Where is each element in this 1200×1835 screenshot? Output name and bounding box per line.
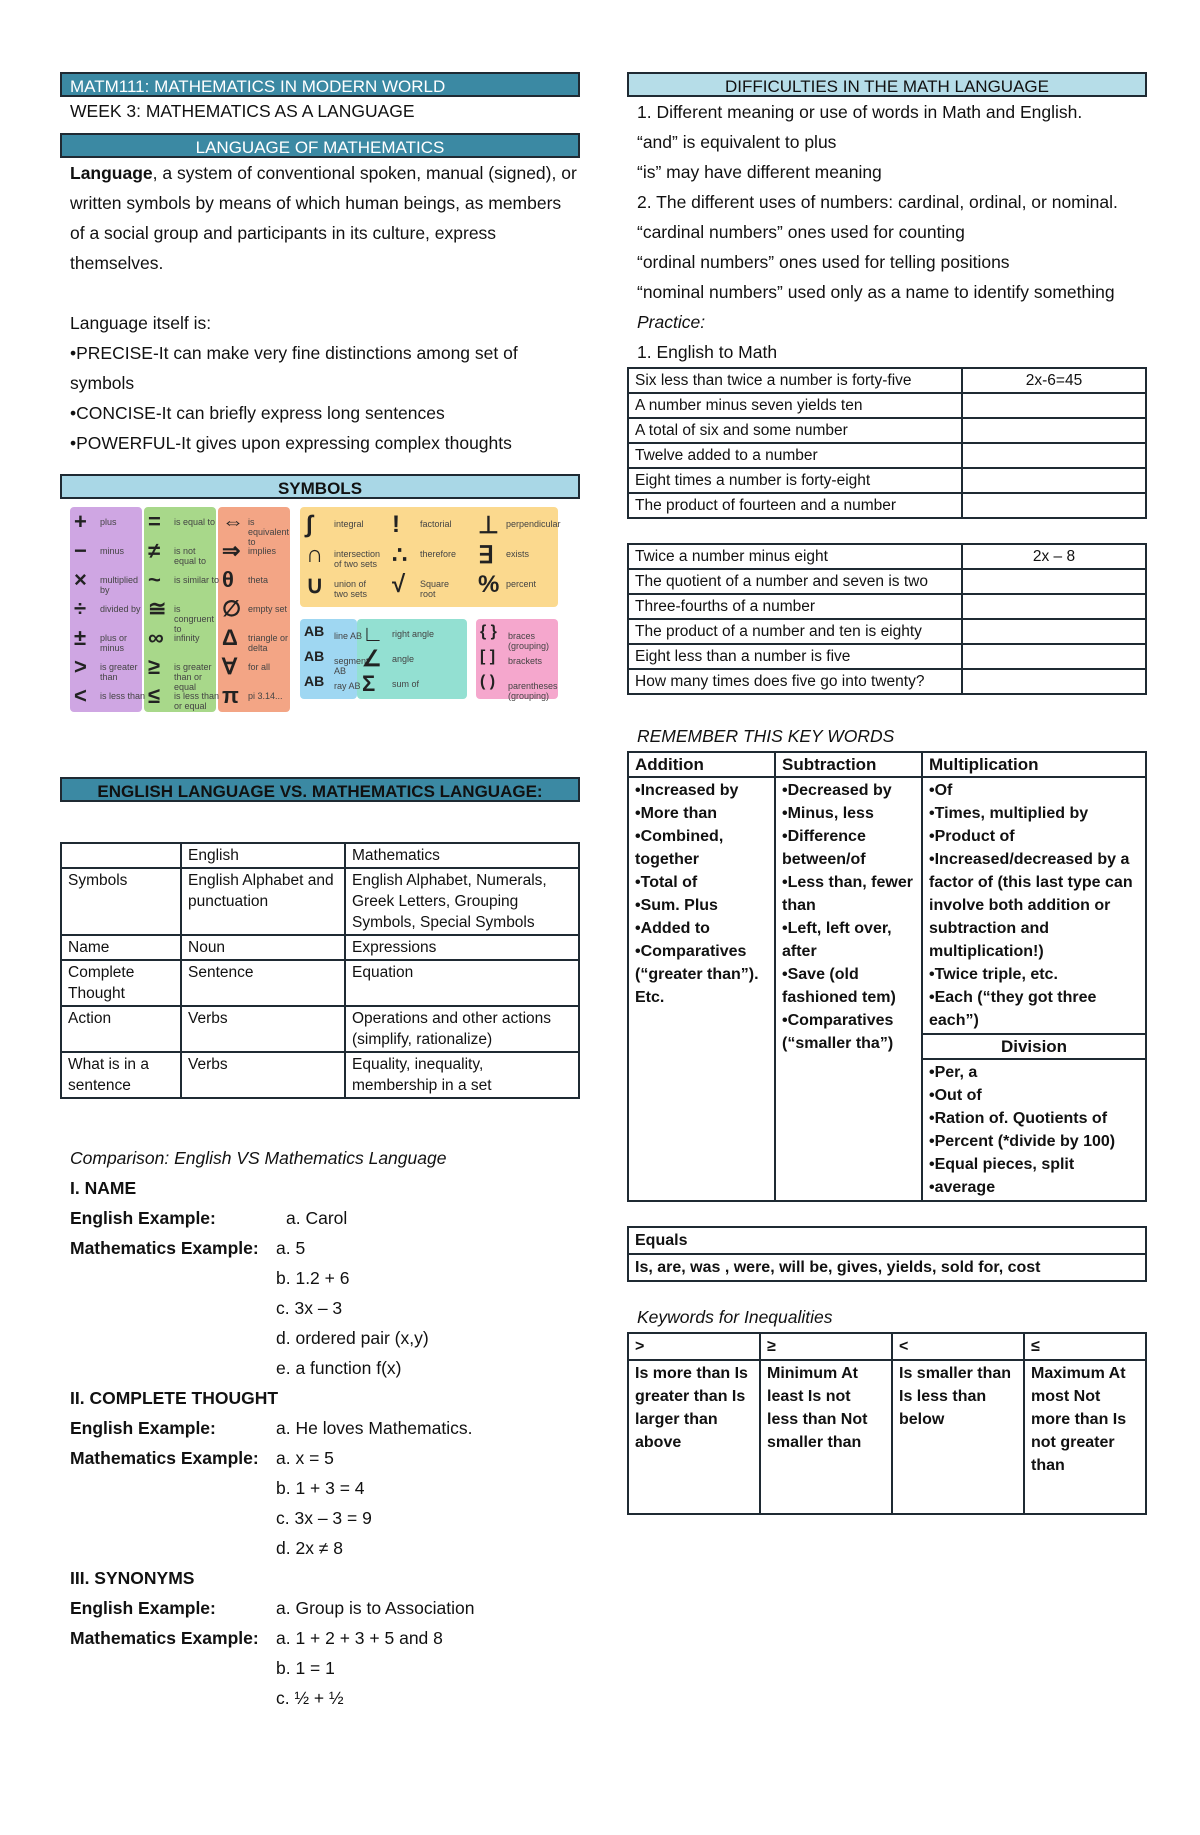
table-header-cell: English bbox=[181, 843, 345, 868]
ineq-header: > bbox=[628, 1333, 760, 1360]
table-row bbox=[628, 569, 1146, 594]
symbol-glyph: ∪ bbox=[306, 572, 324, 599]
keyword-item: •Per, a bbox=[929, 1064, 978, 1081]
thought-english-label: English Example: bbox=[70, 1418, 216, 1438]
language-itself: Language itself is: bbox=[70, 313, 212, 333]
language-term: Language bbox=[70, 163, 153, 183]
symbol-glyph: ! bbox=[392, 511, 400, 538]
symbol-glyph: AB bbox=[304, 623, 325, 639]
symbol-glyph: { } bbox=[480, 623, 497, 640]
subtraction-header: Subtraction bbox=[775, 752, 922, 777]
bullet-precise: •PRECISE-It can make very fine distinctions among set of symbols bbox=[70, 343, 518, 393]
thought-math-value: c. 3x – 3 = 9 bbox=[276, 1508, 372, 1528]
keyword-item: •Percent (*divide by 100) bbox=[929, 1133, 1116, 1150]
symbol-label: is equal to bbox=[174, 517, 216, 527]
table-cell: The product of a number and ten is eighty bbox=[628, 619, 962, 644]
keyword-item: •Each (“they got three each”) bbox=[929, 989, 1097, 1029]
symbol-label: brackets bbox=[508, 656, 543, 666]
table-cell: English Alphabet and punctuation bbox=[181, 868, 345, 935]
diff-line: “is” may have different meaning bbox=[637, 162, 882, 182]
table-cell bbox=[962, 569, 1146, 594]
symbol-glyph: ≠ bbox=[148, 538, 161, 563]
equals-value: Is, are, was , were, will be, gives, yields, sold for, cost bbox=[628, 1254, 1146, 1281]
table-cell: English Alphabet, Numerals, Greek Letters, Grouping Symbols, Special Symbols bbox=[345, 868, 579, 935]
name-math-value: b. 1.2 + 6 bbox=[276, 1268, 350, 1288]
table-cell: Eight less than a number is five bbox=[628, 644, 962, 669]
table-row bbox=[628, 468, 1146, 493]
ineq-cell: Maximum At most Not more than Is not greater than bbox=[1024, 1360, 1146, 1514]
diff-line: 1. Different meaning or use of words in Math and English. bbox=[637, 102, 1083, 122]
ineq-header: < bbox=[892, 1333, 1024, 1360]
table-cell: Equality, inequality, membership in a set bbox=[345, 1052, 579, 1098]
diff-line: 2. The different uses of numbers: cardinal, ordinal, or nominal. bbox=[637, 192, 1118, 212]
symbol-label: line AB bbox=[334, 631, 363, 641]
table-row bbox=[61, 1006, 579, 1052]
table-cell bbox=[962, 468, 1146, 493]
table-cell: Name bbox=[61, 935, 181, 960]
table-cell: Expressions bbox=[345, 935, 579, 960]
syn-math-value: b. 1 = 1 bbox=[276, 1658, 335, 1678]
keyword-item: •Ration of. Quotients of bbox=[929, 1110, 1108, 1127]
table-row bbox=[628, 594, 1146, 619]
table-cell: Eight times a number is forty-eight bbox=[628, 468, 962, 493]
table-cell: Noun bbox=[181, 935, 345, 960]
symbol-label: is less than bbox=[100, 691, 146, 701]
symbol-label: is greater than or equal bbox=[174, 662, 212, 692]
table-row bbox=[628, 443, 1146, 468]
table-cell bbox=[962, 443, 1146, 468]
symbol-glyph: ÷ bbox=[74, 596, 87, 621]
equals-header: Equals bbox=[628, 1227, 1146, 1254]
language-of-math-header: LANGUAGE OF MATHEMATICS bbox=[60, 133, 580, 158]
division-header: Division bbox=[922, 1034, 1146, 1059]
name-math-value: e. a function f(x) bbox=[276, 1358, 402, 1378]
name-math-label: Mathematics Example: bbox=[70, 1238, 259, 1258]
comparison-title: Comparison: English VS Mathematics Language bbox=[70, 1148, 447, 1168]
table-row bbox=[628, 1227, 1146, 1254]
comparison-table-header bbox=[61, 843, 579, 868]
symbol-glyph: × bbox=[74, 567, 87, 592]
symbol-label: plus or minus bbox=[100, 633, 128, 653]
symbol-glyph: ∞ bbox=[148, 625, 164, 650]
symbol-label: intersection of two sets bbox=[334, 549, 381, 569]
name-math-value: d. ordered pair (x,y) bbox=[276, 1328, 429, 1348]
symbol-glyph: ∟ bbox=[362, 621, 384, 646]
ineq-cell: Is more than Is greater than Is larger than above bbox=[628, 1360, 760, 1514]
symbol-label: percent bbox=[506, 579, 537, 589]
keyword-item: •Of bbox=[929, 782, 953, 799]
keyword-item: •Twice triple, etc. bbox=[929, 966, 1058, 983]
table-cell bbox=[962, 493, 1146, 518]
symbol-glyph: Σ bbox=[362, 671, 376, 696]
symbol-glyph: [ ] bbox=[480, 648, 496, 665]
thought-english-value: a. He loves Mathematics. bbox=[276, 1418, 473, 1438]
table-cell: Six less than twice a number is forty-five bbox=[628, 368, 962, 393]
symbol-glyph: > bbox=[74, 654, 87, 679]
symbol-label: is congruent to bbox=[174, 604, 215, 634]
symbol-label: empty set bbox=[248, 604, 288, 614]
symbol-glyph: ⇔ bbox=[222, 509, 244, 534]
keyword-item: •Sum. Plus bbox=[635, 897, 718, 914]
table-row bbox=[628, 418, 1146, 443]
table-cell: 2x-6=45 bbox=[962, 368, 1146, 393]
keyword-item: •Minus, less bbox=[782, 805, 874, 822]
name-english-label: English Example: bbox=[70, 1208, 216, 1228]
symbol-label: infinity bbox=[174, 633, 200, 643]
symbol-label: for all bbox=[248, 662, 271, 672]
practice-table-2 bbox=[627, 543, 1147, 695]
table-row bbox=[61, 960, 579, 1006]
keyword-item: •Save (old fashioned tem) bbox=[782, 966, 896, 1006]
keyword-item: •Difference between/of bbox=[782, 828, 866, 868]
symbol-label: union of two sets bbox=[334, 579, 368, 599]
keyword-item: •Increased by bbox=[635, 782, 739, 799]
table-cell: Three-fourths of a number bbox=[628, 594, 962, 619]
keyword-item: •Out of bbox=[929, 1087, 982, 1104]
table-row bbox=[628, 544, 1146, 569]
table-cell: The product of fourteen and a number bbox=[628, 493, 962, 518]
syn-math-label: Mathematics Example: bbox=[70, 1628, 259, 1648]
diff-line: “cardinal numbers” ones used for counting bbox=[637, 222, 965, 242]
symbol-glyph: ∴ bbox=[392, 542, 408, 569]
multiplication-header: Multiplication bbox=[922, 752, 1146, 777]
name-math-value: c. 3x – 3 bbox=[276, 1298, 343, 1318]
symbol-label: integral bbox=[334, 519, 364, 529]
symbol-label: pi 3.14... bbox=[248, 691, 283, 701]
course-title-bar: MATM111: MATHEMATICS IN MODERN WORLD bbox=[60, 72, 580, 97]
ineq-header: ≥ bbox=[760, 1333, 892, 1360]
table-row bbox=[61, 935, 579, 960]
symbol-label: parentheses (grouping) bbox=[508, 681, 558, 701]
symbol-glyph: ∅ bbox=[222, 596, 242, 621]
symbol-glyph: ∠ bbox=[362, 646, 382, 671]
keyword-item: •Comparatives (“greater than”). Etc. bbox=[635, 943, 759, 1006]
symbol-glyph: + bbox=[74, 509, 87, 534]
ineq-cell: Minimum At least Is not less than Not smaller than bbox=[760, 1360, 892, 1514]
symbol-label: angle bbox=[392, 654, 415, 664]
ineq-cell: Is smaller than Is less than below bbox=[892, 1360, 1024, 1514]
table-cell bbox=[962, 669, 1146, 694]
table-cell: How many times does five go into twenty? bbox=[628, 669, 962, 694]
symbol-label: segment AB bbox=[334, 656, 369, 676]
symbol-label: is equivalent to bbox=[248, 517, 290, 547]
symbol-glyph: = bbox=[148, 509, 161, 534]
table-cell bbox=[962, 594, 1146, 619]
symbol-label: perpendicular bbox=[506, 519, 561, 529]
table-row bbox=[628, 493, 1146, 518]
table-cell bbox=[962, 619, 1146, 644]
keywords-table bbox=[627, 751, 1147, 1202]
name-math-value: a. 5 bbox=[276, 1238, 306, 1258]
keyword-item: •Product of bbox=[929, 828, 1015, 845]
symbol-glyph: ≤ bbox=[148, 683, 161, 708]
table-cell: Action bbox=[61, 1006, 181, 1052]
table-cell bbox=[962, 644, 1146, 669]
symbol-label: Square root bbox=[420, 579, 450, 599]
inequalities-title: Keywords for Inequalities bbox=[637, 1307, 833, 1327]
symbol-glyph: ∫ bbox=[306, 511, 313, 538]
bullet-powerful: •POWERFUL-It gives upon expressing complex thoughts bbox=[70, 433, 512, 453]
symbol-label: implies bbox=[248, 546, 277, 556]
symbol-label: right angle bbox=[392, 629, 435, 639]
table-row bbox=[61, 868, 579, 935]
table-cell: A number minus seven yields ten bbox=[628, 393, 962, 418]
table-cell: Twice a number minus eight bbox=[628, 544, 962, 569]
keyword-item: •More than bbox=[635, 805, 718, 822]
symbol-glyph: ( ) bbox=[480, 673, 496, 690]
table-cell: What is in a sentence bbox=[61, 1052, 181, 1098]
keyword-item: •Total of bbox=[635, 874, 698, 891]
table-cell: Sentence bbox=[181, 960, 345, 1006]
keyword-item: •Times, multiplied by bbox=[929, 805, 1089, 822]
bullet-concise: •CONCISE-It can briefly express long sentences bbox=[70, 403, 445, 423]
syn-english-value: a. Group is to Association bbox=[276, 1598, 475, 1618]
thought-math-value: a. x = 5 bbox=[276, 1448, 334, 1468]
keyword-item: •Equal pieces, split bbox=[929, 1156, 1075, 1173]
symbol-label: is similar to bbox=[174, 575, 220, 585]
remember-title: REMEMBER THIS KEY WORDS bbox=[637, 726, 895, 746]
table-row bbox=[61, 1052, 579, 1098]
name-heading: I. NAME bbox=[70, 1178, 137, 1198]
symbol-label: factorial bbox=[420, 519, 452, 529]
equals-table bbox=[627, 1226, 1147, 1282]
thought-math-value: d. 2x ≠ 8 bbox=[276, 1538, 344, 1558]
symbol-glyph: ≅ bbox=[148, 596, 167, 621]
table-cell bbox=[962, 418, 1146, 443]
keywords-row bbox=[628, 777, 1146, 1034]
table-cell: Symbols bbox=[61, 868, 181, 935]
symbol-label: triangle or delta bbox=[248, 633, 289, 653]
practice-table-1 bbox=[627, 367, 1147, 519]
symbol-glyph: ⊥ bbox=[478, 512, 499, 539]
thought-math-value: b. 1 + 3 = 4 bbox=[276, 1478, 365, 1498]
syn-english-row bbox=[60, 1593, 580, 1623]
language-definition-text: , a system of conventional spoken, manual (signed), or written symbols by means of which human beings, as members of a social group and participants in its culture, express themselves. bbox=[70, 163, 577, 273]
right-column bbox=[627, 72, 1147, 1515]
name-math-row bbox=[60, 1233, 580, 1263]
diff-line: “nominal numbers” used only as a name to identify something bbox=[637, 282, 1115, 302]
syn-math-row bbox=[60, 1623, 580, 1653]
table-header-cell: Mathematics bbox=[345, 843, 579, 868]
addition-header: Addition bbox=[628, 752, 775, 777]
symbol-glyph: ∃ bbox=[478, 542, 494, 569]
symbol-glyph: ∀ bbox=[222, 654, 238, 679]
symbol-glyph: Δ bbox=[222, 625, 238, 650]
symbols-header: SYMBOLS bbox=[60, 474, 580, 499]
table-cell: A total of six and some number bbox=[628, 418, 962, 443]
inequalities-table bbox=[627, 1332, 1147, 1515]
thought-english-row bbox=[60, 1413, 580, 1443]
table-cell: Operations and other actions (simplify, rationalize) bbox=[345, 1006, 579, 1052]
symbol-glyph: ∩ bbox=[306, 541, 324, 568]
comparison-table bbox=[60, 842, 580, 1099]
table-cell: Verbs bbox=[181, 1006, 345, 1052]
subtraction-cell bbox=[775, 777, 922, 1201]
symbol-glyph: AB bbox=[304, 673, 325, 689]
symbol-label: plus bbox=[100, 517, 117, 527]
thought-math-label: Mathematics Example: bbox=[70, 1448, 259, 1468]
keyword-item: •Increased/decreased by a factor of (this last type can involve both addition or subtraction and multiplication!) bbox=[929, 851, 1133, 960]
table-cell: Verbs bbox=[181, 1052, 345, 1098]
symbol-label: multiplied by bbox=[100, 575, 139, 595]
table-row bbox=[628, 1254, 1146, 1281]
multiplication-cell bbox=[922, 777, 1146, 1034]
symbol-label: therefore bbox=[420, 549, 457, 559]
symbol-label: is not equal to bbox=[174, 546, 207, 566]
ineq-header: ≤ bbox=[1024, 1333, 1146, 1360]
syn-english-label: English Example: bbox=[70, 1598, 216, 1618]
symbol-label: theta bbox=[248, 575, 269, 585]
keyword-item: •Combined, together bbox=[635, 828, 724, 868]
table-header-cell bbox=[61, 843, 181, 868]
symbol-label: minus bbox=[100, 546, 125, 556]
keyword-item: •Decreased by bbox=[782, 782, 892, 799]
table-cell: The quotient of a number and seven is two bbox=[628, 569, 962, 594]
syn-math-value: a. 1 + 2 + 3 + 5 and 8 bbox=[276, 1628, 443, 1648]
symbol-glyph: ≥ bbox=[148, 654, 161, 679]
addition-cell bbox=[628, 777, 775, 1201]
complete-thought-heading: II. COMPLETE THOUGHT bbox=[70, 1388, 279, 1408]
symbol-label: is greater than bbox=[100, 662, 138, 682]
table-row bbox=[628, 368, 1146, 393]
symbol-glyph: % bbox=[478, 571, 500, 598]
eng-vs-math-header: ENGLISH LANGUAGE VS. MATHEMATICS LANGUAGE: bbox=[60, 777, 580, 802]
symbol-label: sum of bbox=[392, 679, 420, 689]
keywords-header-row bbox=[628, 752, 1146, 777]
symbol-glyph: ~ bbox=[148, 567, 161, 592]
table-cell: 2x – 8 bbox=[962, 544, 1146, 569]
table-row bbox=[628, 644, 1146, 669]
thought-math-row bbox=[60, 1443, 580, 1473]
symbol-label: ray AB bbox=[334, 681, 361, 691]
practice-label: Practice: bbox=[637, 312, 706, 332]
symbol-glyph: θ bbox=[222, 567, 234, 592]
table-row bbox=[628, 1333, 1146, 1360]
symbol-label: braces (grouping) bbox=[508, 631, 550, 651]
synonyms-heading: III. SYNONYMS bbox=[70, 1568, 195, 1588]
symbol-glyph: − bbox=[74, 538, 87, 563]
symbol-glyph: √ bbox=[392, 571, 406, 598]
symbol-glyph: ⇒ bbox=[222, 538, 241, 563]
table-cell bbox=[962, 393, 1146, 418]
left-column bbox=[60, 72, 580, 1713]
keyword-item: •Less than, fewer than bbox=[782, 874, 913, 914]
table-row bbox=[628, 393, 1146, 418]
table-cell: Equation bbox=[345, 960, 579, 1006]
keyword-item: •Added to bbox=[635, 920, 710, 937]
keyword-item: •Comparatives (“smaller tha”) bbox=[782, 1012, 894, 1052]
symbols-chart bbox=[60, 507, 560, 717]
diff-line: “ordinal numbers” ones used for telling positions bbox=[637, 252, 1010, 272]
symbol-label: divided by bbox=[100, 604, 141, 614]
name-english-value: a. Carol bbox=[286, 1208, 348, 1228]
language-definition bbox=[60, 158, 580, 278]
difficulties-header: DIFFICULTIES IN THE MATH LANGUAGE bbox=[627, 72, 1147, 97]
table-row bbox=[628, 669, 1146, 694]
table-row bbox=[628, 619, 1146, 644]
division-cell bbox=[922, 1059, 1146, 1201]
name-english-row bbox=[60, 1203, 580, 1233]
syn-math-value: c. ½ + ½ bbox=[276, 1688, 344, 1708]
keyword-item: •average bbox=[929, 1179, 996, 1196]
symbol-label: exists bbox=[506, 549, 530, 559]
table-cell: Twelve added to a number bbox=[628, 443, 962, 468]
diff-line: “and” is equivalent to plus bbox=[637, 132, 837, 152]
practice-subtitle: 1. English to Math bbox=[637, 342, 778, 362]
symbol-glyph: AB bbox=[304, 648, 325, 664]
table-cell: Complete Thought bbox=[61, 960, 181, 1006]
week-title: WEEK 3: MATHEMATICS AS A LANGUAGE bbox=[70, 101, 415, 121]
symbol-label: is less than or equal bbox=[174, 691, 220, 711]
symbol-glyph: π bbox=[222, 683, 239, 708]
table-row bbox=[628, 1360, 1146, 1514]
symbol-glyph: ± bbox=[74, 625, 87, 650]
symbol-glyph: < bbox=[74, 683, 87, 708]
keyword-item: •Left, left over, after bbox=[782, 920, 892, 960]
